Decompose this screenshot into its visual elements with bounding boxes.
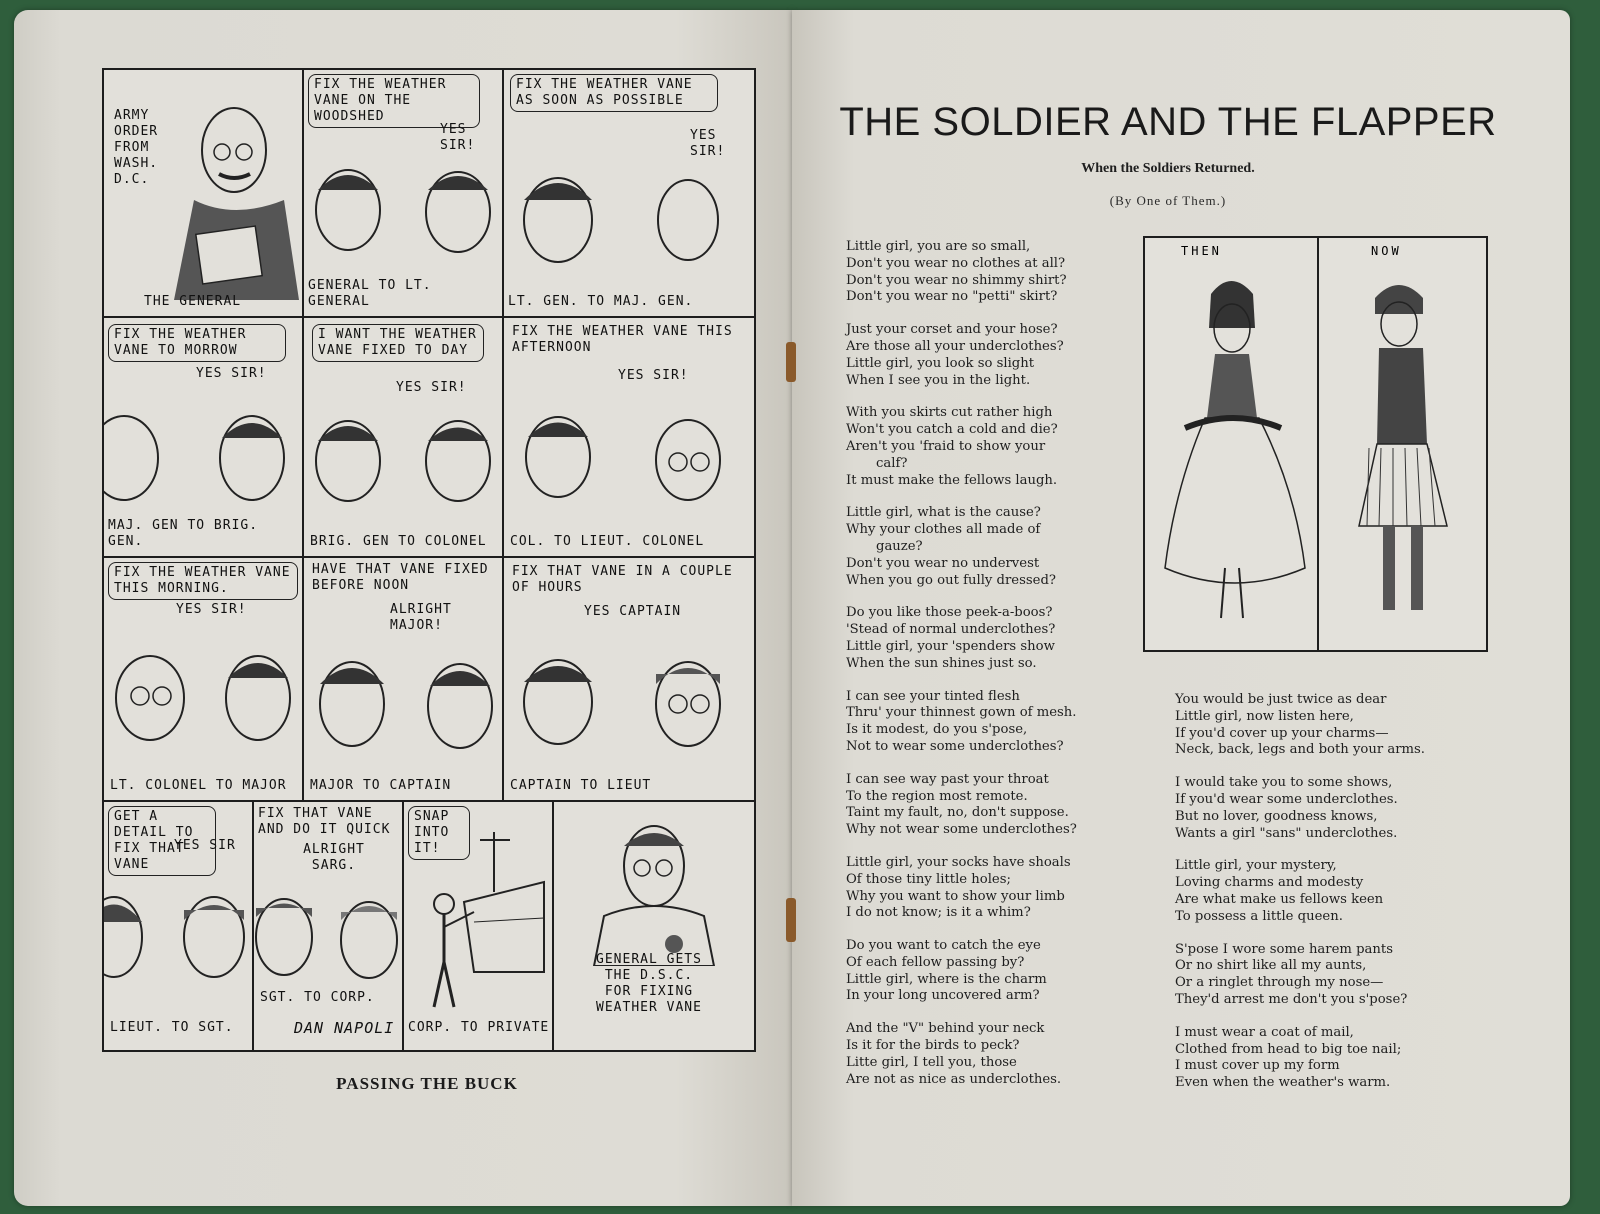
- two-officers-drawing: [108, 638, 298, 758]
- poem-line: Don't you wear no undervest: [846, 555, 1040, 571]
- poem-line: calf?: [876, 455, 908, 471]
- poem-line: But no lover, goodness knows,: [1175, 808, 1378, 824]
- speech-bubble: FIX THE WEATHER VANE THIS AFTERNOON: [512, 324, 733, 355]
- poem-line: Is it for the birds to peck?: [846, 1038, 1020, 1054]
- poem-line: When I see you in the light.: [846, 372, 1031, 388]
- speech-bubble: HAVE THAT VANE FIXED BEFORE NOON: [312, 562, 489, 593]
- poem-line: Or no shirt like all my aunts,: [1175, 958, 1367, 974]
- comic-panel: [304, 318, 504, 556]
- comic-panel: [304, 70, 504, 316]
- comic-strip-grid: [102, 68, 756, 1052]
- poem-stanza: [846, 505, 1077, 589]
- panel-caption: GENERAL TO LT. GENERAL: [308, 278, 432, 309]
- comic-row-1: [104, 70, 754, 318]
- two-officers-drawing: [308, 646, 498, 761]
- poem-stanza: [846, 938, 1077, 1005]
- then-girl-drawing: [1145, 268, 1317, 644]
- poem-line: I must cover up my form: [1175, 1058, 1340, 1074]
- poem-line: Are what make us fellows keen: [1175, 891, 1384, 907]
- poem-stanza: [846, 855, 1077, 922]
- poem-stanza: [846, 322, 1077, 389]
- poem-line: Litte girl, I tell you, those: [846, 1054, 1017, 1070]
- binding-staple-bottom: [786, 898, 796, 942]
- poem-stanza: [1175, 942, 1425, 1009]
- private-fixing-vane-drawing: [414, 822, 549, 1012]
- poem-line: Little girl, where is the charm: [846, 971, 1047, 987]
- poem-line: Little girl, now listen here,: [1175, 708, 1354, 724]
- comic-panel: [104, 802, 254, 1050]
- speech-reply: YES SIR!: [440, 122, 476, 153]
- poem-title: THE SOLDIER AND THE FLAPPER: [839, 100, 1497, 144]
- poem-stanza: [846, 605, 1077, 672]
- comic-panel: [504, 70, 754, 316]
- poem-line: When you go out fully dressed?: [846, 572, 1056, 588]
- poem-line: With you skirts cut rather high: [846, 405, 1053, 421]
- two-officers-drawing: [104, 398, 304, 518]
- poem-line: Why you want to show your limb: [846, 888, 1065, 904]
- then-label: THEN: [1181, 244, 1222, 258]
- poem-line: In your long uncovered arm?: [846, 988, 1040, 1004]
- poem-line: If you'd cover up your charms—: [1175, 725, 1389, 741]
- now-label: NOW: [1371, 244, 1402, 258]
- then-now-illustration: [1143, 236, 1488, 652]
- poem-subtitle: When the Soldiers Returned.: [1081, 161, 1255, 176]
- poem-line: Thru' your thinnest gown of mesh.: [846, 705, 1077, 721]
- poem-line: Why not wear some underclothes?: [846, 822, 1077, 838]
- two-officers-drawing: [308, 406, 498, 516]
- comic-row-4: [104, 802, 754, 1050]
- poem-line: Little girl, you look so slight: [846, 355, 1035, 371]
- speech-bubble: FIX THE WEATHER VANE THIS MORNING.: [108, 562, 298, 600]
- poem-stanza: [846, 689, 1077, 756]
- poem-line: Aren't you 'fraid to show your: [846, 438, 1046, 454]
- poem-line: S'pose I wore some harem pants: [1175, 941, 1393, 957]
- comic-row-3: [104, 558, 754, 802]
- panel-caption: CORP. TO PRIVATE: [408, 1020, 550, 1035]
- poem-stanza: [846, 239, 1077, 306]
- poem-line: Of each fellow passing by?: [846, 954, 1025, 970]
- comic-panel: [304, 558, 504, 800]
- poem-line: If you'd wear some underclothes.: [1175, 791, 1398, 807]
- panel-text: ARMY ORDER FROM WASH. D.C.: [114, 108, 159, 187]
- speech-reply: YES SIR!: [690, 128, 726, 159]
- poem-line: And the "V" behind your neck: [846, 1021, 1045, 1037]
- poem-line: Loving charms and modesty: [1175, 875, 1364, 891]
- speech-reply: YES SIR!: [618, 368, 689, 383]
- binding-staple-top: [786, 342, 796, 382]
- panel-caption: LT. GEN. TO MAJ. GEN.: [508, 294, 694, 309]
- poem-line: Do you like those peek-a-boos?: [846, 605, 1053, 621]
- poem-stanza: [846, 405, 1077, 489]
- panel-caption: MAJ. GEN TO BRIG. GEN.: [108, 518, 259, 549]
- poem-line: Wants a girl "sans" underclothes.: [1175, 825, 1398, 841]
- poem-line: Why your clothes all made of: [846, 522, 1041, 538]
- poem-stanza: [846, 1021, 1077, 1088]
- poem-line: Little girl, your mystery,: [1175, 858, 1337, 874]
- poem-line: It must make the fellows laugh.: [846, 472, 1058, 488]
- poem-line: 'Stead of normal underclothes?: [846, 622, 1056, 638]
- poem-line: Don't you wear no clothes at all?: [846, 255, 1066, 271]
- panel-text: GENERAL GETS THE D.S.C. FOR FIXING WEATHER VANE: [596, 952, 702, 1015]
- poem-line: I would take you to some shows,: [1175, 775, 1393, 791]
- poem-line: Just your corset and your hose?: [846, 322, 1058, 338]
- poem-line: Is it modest, do you s'pose,: [846, 722, 1028, 738]
- poem-line: gauze?: [876, 538, 923, 554]
- poem-line: Are not as nice as underclothes.: [846, 1071, 1062, 1087]
- comic-panel: [404, 802, 554, 1050]
- poem-line: I can see way past your throat: [846, 771, 1049, 787]
- now-flapper-drawing: [1319, 268, 1487, 644]
- poem-line: Neck, back, legs and both your arms.: [1175, 742, 1425, 758]
- comic-panel: [104, 318, 304, 556]
- poem-line: You would be just twice as dear: [1175, 692, 1387, 707]
- comic-panel: [504, 558, 754, 800]
- two-officers-drawing: [508, 160, 748, 280]
- poem-line: Little girl, you are so small,: [846, 239, 1031, 254]
- speech-bubble: I WANT THE WEATHER VANE FIXED TO DAY: [312, 324, 484, 362]
- poem-line: Don't you wear no "petti" skirt?: [846, 289, 1058, 305]
- speech-bubble: FIX THAT VANE IN A COUPLE OF HOURS: [512, 564, 733, 595]
- poem-line: Little girl, your 'spenders show: [846, 638, 1055, 654]
- poem-line: Won't you catch a cold and die?: [846, 422, 1058, 438]
- speech-bubble: GET A DETAIL TO FIX THAT VANE: [108, 806, 216, 876]
- speech-bubble: SNAP INTO IT!: [408, 806, 470, 860]
- speech-reply: YES SIR!: [396, 380, 467, 395]
- poem-column-left: [846, 239, 1077, 1104]
- panel-caption: BRIG. GEN TO COLONEL: [310, 534, 487, 549]
- two-soldiers-drawing: [104, 882, 254, 992]
- speech-reply: YES SIR: [174, 838, 236, 853]
- poem-stanza: [846, 772, 1077, 839]
- comic-panel: [104, 558, 304, 800]
- poem-line: Of those tiny little holes;: [846, 871, 1011, 887]
- speech-reply: YES SIR!: [196, 366, 267, 381]
- poem-line: Little girl, your socks have shoals: [846, 854, 1071, 870]
- two-soldiers-drawing: [254, 882, 404, 992]
- panel-caption: LT. COLONEL TO MAJOR: [110, 778, 287, 793]
- poem-line: I do not know; is it a whim?: [846, 905, 1031, 921]
- speech-reply: ALRIGHT SARG.: [303, 842, 365, 873]
- panel-caption: THE GENERAL: [144, 294, 242, 309]
- poem-line: Don't you wear no shimmy shirt?: [846, 272, 1067, 288]
- poem-stanza: [1175, 775, 1425, 842]
- general-reading-order-drawing: [164, 90, 304, 300]
- poem-line: I must wear a coat of mail,: [1175, 1024, 1354, 1040]
- poem-line: Even when the weather's warm.: [1175, 1075, 1391, 1091]
- general-with-medal-drawing: [584, 816, 724, 966]
- comic-panel: [104, 70, 304, 316]
- poem-line: Not to wear some underclothes?: [846, 738, 1064, 754]
- speech-reply: ALRIGHT MAJOR!: [390, 602, 452, 633]
- panel-caption: SGT. TO CORP.: [260, 990, 375, 1005]
- poem-line: When the sun shines just so.: [846, 655, 1037, 671]
- comic-panel: [504, 318, 754, 556]
- poem-line: I can see your tinted flesh: [846, 688, 1020, 704]
- panel-caption: MAJOR TO CAPTAIN: [310, 778, 452, 793]
- two-officers-drawing: [508, 644, 748, 759]
- speech-bubble: FIX THE WEATHER VANE ON THE WOODSHED: [308, 74, 480, 128]
- poem-byline: (By One of Them.): [1109, 193, 1227, 208]
- poem-stanza: [1175, 858, 1425, 925]
- panel-caption: COL. TO LIEUT. COLONEL: [510, 534, 705, 549]
- poem-line: Are those all your underclothes?: [846, 338, 1064, 354]
- poem-line: Clothed from head to big toe nail;: [1175, 1041, 1402, 1057]
- speech-reply: YES CAPTAIN: [584, 604, 682, 619]
- poem-line: Taint my fault, no, don't suppose.: [846, 805, 1069, 821]
- poem-line: Or a ringlet through my nose—: [1175, 975, 1384, 991]
- poem-stanza: [1175, 692, 1425, 759]
- comic-panel: [254, 802, 404, 1050]
- comic-title: PASSING THE BUCK: [336, 1074, 518, 1093]
- speech-reply: YES SIR!: [176, 602, 247, 617]
- two-officers-drawing: [308, 150, 498, 270]
- poem-column-right: [1175, 692, 1425, 1108]
- poem-line: Little girl, what is the cause?: [846, 505, 1041, 521]
- panel-caption: LIEUT. TO SGT.: [110, 1020, 234, 1035]
- poem-line: They'd arrest me don't you s'pose?: [1175, 991, 1408, 1007]
- artist-signature: DAN NAPOLI: [294, 1019, 395, 1037]
- comic-row-2: [104, 318, 754, 558]
- speech-bubble: FIX THAT VANE AND DO IT QUICK: [258, 806, 391, 837]
- poem-line: To the region most remote.: [846, 788, 1028, 804]
- comic-panel: [554, 802, 754, 1050]
- two-officers-drawing: [508, 402, 748, 512]
- speech-bubble: FIX THE WEATHER VANE TO MORROW: [108, 324, 286, 362]
- poem-line: Do you want to catch the eye: [846, 938, 1041, 954]
- speech-bubble: FIX THE WEATHER VANE AS SOON AS POSSIBLE: [510, 74, 718, 112]
- poem-stanza: [1175, 1025, 1425, 1092]
- poem-line: To possess a little queen.: [1175, 908, 1343, 924]
- panel-caption: CAPTAIN TO LIEUT: [510, 778, 652, 793]
